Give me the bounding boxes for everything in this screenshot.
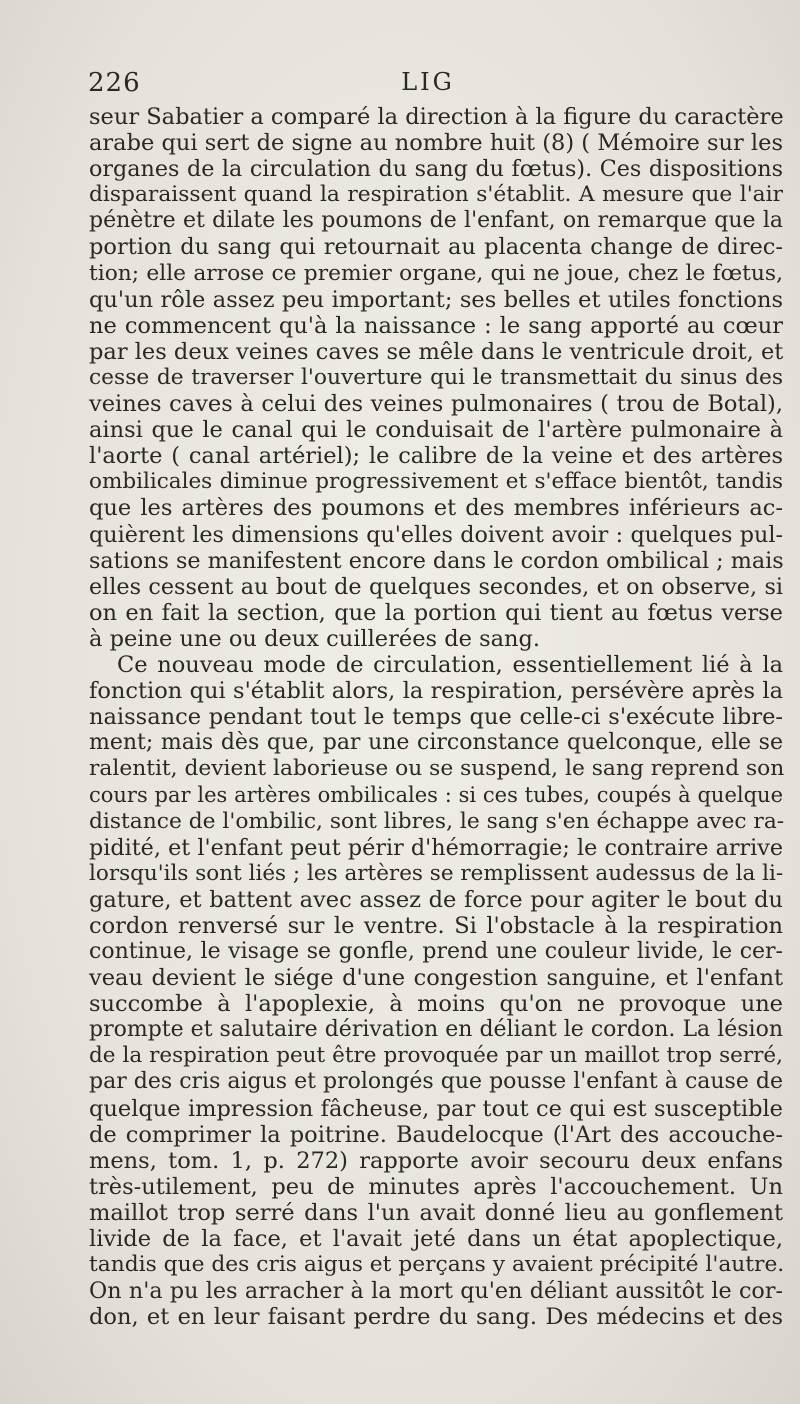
text-line: de comprimer la poitrine. Baudelocque (l'Art des accouche- bbox=[89, 1121, 783, 1148]
text-line: quièrent les dimensions qu'elles doivent avoir : quelques pul- bbox=[89, 521, 783, 548]
text-line: de la respiration peut être provoquée par un maillot trop serré, bbox=[89, 1043, 783, 1069]
page-header bbox=[88, 68, 768, 104]
text-line: ombilicales diminue progressivement et s'efface bientôt, tandis bbox=[89, 469, 783, 495]
text-line: sations se manifestent encore dans le cordon ombilical ; mais bbox=[89, 547, 784, 574]
running-head: LIG bbox=[401, 68, 455, 96]
text-line: elles cessent au bout de quelques secondes, et on observe, si bbox=[89, 573, 783, 600]
text-line: fonction qui s'établit alors, la respiration, persévère après la bbox=[89, 678, 783, 705]
text-line: disparaissent quand la respiration s'établit. A mesure que l'air bbox=[89, 182, 783, 208]
text-line: par des cris aigus et prolongés que pousse l'enfant à cause de bbox=[89, 1069, 783, 1095]
text-line: ainsi que le canal qui le conduisait de l'artère pulmonaire à bbox=[89, 417, 783, 444]
text-line: continue, le visage se gonfle, prend une couleur livide, le cer- bbox=[89, 939, 783, 964]
text-line: livide de la face, et l'avait jeté dans un état apoplectique, bbox=[89, 1226, 783, 1253]
text-line: tandis que des cris aigus et perçans y avaient précipité l'autre. bbox=[89, 1252, 785, 1278]
paragraph-end-line: à peine une ou deux cuillerées de sang. bbox=[89, 625, 541, 652]
text-line: cesse de traverser l'ouverture qui le transmettait du sinus des bbox=[89, 364, 783, 390]
paragraph-start-line: Ce nouveau mode de circulation, essentiellement lié à la bbox=[117, 651, 783, 678]
text-line: On n'a pu les arracher à la mort qu'en déliant aussitôt le cor- bbox=[89, 1278, 783, 1305]
text-line: prompte et salutaire dérivation en déliant le cordon. La lésion bbox=[89, 1017, 783, 1043]
text-line: don, et en leur faisant perdre du sang. Des médecins et des bbox=[89, 1304, 783, 1331]
text-line: veines caves à celui des veines pulmonaires ( trou de Botal), bbox=[89, 391, 783, 418]
page-number: 226 bbox=[88, 68, 141, 98]
text-line: cordon renversé sur le ventre. Si l'obstacle à la respiration bbox=[89, 912, 783, 939]
text-line: arabe qui sert de signe au nombre huit (8) ( Mémoire sur les bbox=[89, 130, 783, 157]
text-line: l'aorte ( canal artériel); le calibre de la veine et des artères bbox=[89, 443, 783, 470]
text-line: ralentit, devient laborieuse ou se suspend, le sang reprend son bbox=[89, 756, 785, 782]
text-line: ne commencent qu'à la naissance : le sang apporté au cœur bbox=[89, 312, 783, 339]
text-line: lorsqu'ils sont liés ; les artères se remplissent audessus de la li- bbox=[89, 860, 784, 886]
text-line: veau devient le siége d'une congestion sanguine, et l'enfant bbox=[89, 965, 783, 992]
body-text bbox=[89, 104, 783, 1330]
text-line: maillot trop serré dans l'un avait donné lieu au gonflement bbox=[89, 1199, 783, 1226]
text-line: gature, et battent avec assez de force pour agiter le bout du bbox=[89, 886, 783, 913]
text-line: cours par les artères ombilicales : si ces tubes, coupés à quelque bbox=[89, 783, 783, 808]
text-line: qu'un rôle assez peu important; ses belles et utiles fonctions bbox=[89, 286, 783, 313]
text-line: très-utilement, peu de minutes après l'accouchement. Un bbox=[89, 1173, 783, 1200]
text-line: distance de l'ombilic, sont libres, le sang s'en échappe avec ra- bbox=[89, 808, 785, 834]
text-line: pidité, et l'enfant peut périr d'hémorragie; le contraire arrive bbox=[89, 834, 783, 861]
text-line: pénètre et dilate les poumons de l'enfant, on remarque que la bbox=[89, 208, 783, 234]
text-line: on en fait la section, que la portion qui tient au fœtus verse bbox=[89, 599, 783, 626]
text-line: portion du sang qui retournait au placenta change de direc- bbox=[89, 234, 783, 261]
text-line: ment; mais dès que, par une circonstance quelconque, elle se bbox=[89, 730, 783, 756]
text-line: seur Sabatier a comparé la direction à la figure du caractère bbox=[89, 104, 784, 130]
text-line: par les deux veines caves se mêle dans le ventricule droit, et bbox=[89, 338, 784, 365]
text-line: quelque impression fâcheuse, par tout ce qui est susceptible bbox=[89, 1095, 783, 1122]
text-line: organes de la circulation du sang du fœtus). Ces dispositions bbox=[89, 156, 783, 183]
text-line: mens, tom. 1, p. 272) rapporte avoir secouru deux enfans bbox=[89, 1147, 783, 1174]
text-line: tion; elle arrose ce premier organe, qui ne joue, chez le fœtus, bbox=[89, 260, 783, 286]
text-line: succombe à l'apoplexie, à moins qu'on ne provoque une bbox=[89, 991, 783, 1018]
text-line: naissance pendant tout le temps que celle-ci s'exécute libre- bbox=[89, 704, 783, 731]
text-line: que les artères des poumons et des membres inférieurs ac- bbox=[89, 495, 783, 522]
